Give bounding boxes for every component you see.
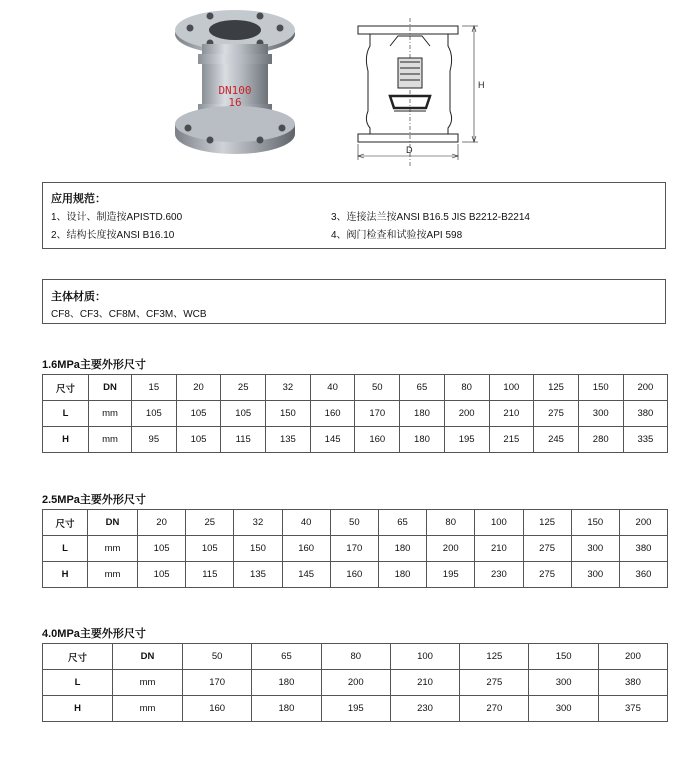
table-cell: 180 (400, 401, 445, 427)
table-cell: DN (89, 375, 132, 401)
table-cell: 105 (138, 536, 186, 562)
table-cell: 80 (427, 510, 475, 536)
table-cell: 125 (523, 510, 571, 536)
table-cell: 180 (378, 536, 426, 562)
table-cell: 215 (489, 427, 534, 453)
standard-item: 4、阀门检查和试验按API 598 (331, 230, 463, 241)
table-cell: 105 (221, 401, 266, 427)
table-cell: 360 (619, 562, 667, 588)
table-cell: 160 (282, 536, 330, 562)
table-cell: 245 (534, 427, 579, 453)
table-cell: 65 (378, 510, 426, 536)
table-cell: 160 (330, 562, 378, 588)
row-header-cell: 尺寸 (43, 375, 89, 401)
table-cell: 200 (444, 401, 489, 427)
table-cell: 180 (252, 696, 321, 722)
table-cell: 105 (132, 401, 177, 427)
standards-box (42, 182, 666, 249)
table-cell: 135 (234, 562, 282, 588)
table-cell: mm (88, 562, 138, 588)
table-cell: 15 (132, 375, 177, 401)
table-cell: mm (89, 401, 132, 427)
table-cell: 25 (186, 510, 234, 536)
table-cell: mm (113, 670, 183, 696)
table-cell: 150 (266, 401, 311, 427)
valve-label-pn: 16 (228, 96, 242, 109)
row-header-cell: 尺寸 (43, 510, 88, 536)
table-cell: 335 (623, 427, 668, 453)
row-header-cell: H (43, 562, 88, 588)
table-header-row (43, 644, 668, 670)
table-cell: 210 (489, 401, 534, 427)
materials-box (42, 279, 666, 324)
table-title-2-5mpa: 2.5MPa主要外形尺寸 (42, 494, 146, 506)
table-cell: 32 (234, 510, 282, 536)
table-cell: 25 (221, 375, 266, 401)
table-cell: 380 (619, 536, 667, 562)
table-cell: DN (88, 510, 138, 536)
table-cell: 150 (578, 375, 623, 401)
table-header-row (43, 510, 668, 536)
table-row (43, 696, 668, 722)
table-cell: mm (113, 696, 183, 722)
row-header-cell: L (43, 401, 89, 427)
table-cell: 160 (183, 696, 252, 722)
table-cell: 380 (598, 670, 667, 696)
table-row (43, 536, 668, 562)
table-cell: 105 (176, 401, 221, 427)
table-cell: 275 (460, 670, 529, 696)
table-cell: 180 (252, 670, 321, 696)
standard-item: 3、连接法兰按ANSI B16.5 JIS B2212-B2214 (331, 212, 530, 223)
table-cell: 200 (321, 670, 390, 696)
table-cell: 200 (619, 510, 667, 536)
table-cell: 180 (378, 562, 426, 588)
table-cell: 380 (623, 401, 668, 427)
table-cell: 275 (523, 562, 571, 588)
table-cell: 115 (221, 427, 266, 453)
table-cell: 40 (310, 375, 355, 401)
table-cell: 230 (390, 696, 459, 722)
row-header-cell: L (43, 536, 88, 562)
table-cell: 145 (282, 562, 330, 588)
table-cell: 100 (489, 375, 534, 401)
table-cell: 180 (400, 427, 445, 453)
table-header-row (43, 375, 668, 401)
table-cell: 115 (186, 562, 234, 588)
dimension-table-1-6mpa (42, 374, 668, 453)
table-cell: 300 (578, 401, 623, 427)
table-cell: 270 (460, 696, 529, 722)
standards-title: 应用规范： (51, 193, 106, 205)
table-row (43, 401, 668, 427)
valve-label-dn: DN100 (218, 84, 252, 97)
standard-item: 1、设计、制造按APISTD.600 (51, 212, 183, 223)
table-cell: 300 (529, 696, 598, 722)
table-cell: 200 (427, 536, 475, 562)
table-cell: 195 (444, 427, 489, 453)
dimension-table-2-5mpa (42, 509, 668, 588)
table-cell: 170 (330, 536, 378, 562)
table-cell: 170 (183, 670, 252, 696)
standard-item: 2、结构长度按ANSI B16.10 (51, 230, 175, 241)
table-cell: 105 (138, 562, 186, 588)
row-header-cell: L (43, 670, 113, 696)
table-cell: 280 (578, 427, 623, 453)
table-cell: mm (89, 427, 132, 453)
table-cell: 135 (266, 427, 311, 453)
table-cell: 145 (310, 427, 355, 453)
table-row (43, 427, 668, 453)
table-cell: 160 (355, 427, 400, 453)
row-header-cell: 尺寸 (43, 644, 113, 670)
table-cell: 230 (475, 562, 523, 588)
table-cell: 50 (330, 510, 378, 536)
table-cell: 150 (234, 536, 282, 562)
table-cell: 300 (529, 670, 598, 696)
table-cell: 105 (176, 427, 221, 453)
table-cell: 40 (282, 510, 330, 536)
table-cell: 300 (571, 536, 619, 562)
materials-title: 主体材质： (51, 291, 106, 303)
table-cell: 170 (355, 401, 400, 427)
table-cell: 65 (252, 644, 321, 670)
table-cell: 200 (623, 375, 668, 401)
table-cell: 105 (186, 536, 234, 562)
table-cell: 375 (598, 696, 667, 722)
row-header-cell: H (43, 427, 89, 453)
valve-section-drawing (350, 16, 488, 166)
table-cell: 300 (571, 562, 619, 588)
table-cell: 80 (444, 375, 489, 401)
h-dimension-label: H (478, 80, 485, 90)
table-cell: 20 (138, 510, 186, 536)
table-cell: 95 (132, 427, 177, 453)
table-cell: 195 (427, 562, 475, 588)
dimension-table-4-0mpa (42, 643, 668, 722)
table-cell: 275 (523, 536, 571, 562)
table-cell: 160 (310, 401, 355, 427)
table-cell: 125 (460, 644, 529, 670)
materials-list: CF8、CF3、CF8M、CF3M、WCB (51, 309, 207, 320)
table-cell: 80 (321, 644, 390, 670)
valve-photo (170, 6, 300, 158)
table-cell: 150 (529, 644, 598, 670)
table-cell: 100 (475, 510, 523, 536)
d-dimension-label: D (406, 145, 413, 155)
table-row (43, 562, 668, 588)
table-cell: 210 (475, 536, 523, 562)
table-row (43, 670, 668, 696)
row-header-cell: H (43, 696, 113, 722)
table-cell: 125 (534, 375, 579, 401)
table-cell: 150 (571, 510, 619, 536)
table-cell: 50 (183, 644, 252, 670)
table-cell: 275 (534, 401, 579, 427)
table-cell: mm (88, 536, 138, 562)
table-cell: 32 (266, 375, 311, 401)
table-cell: 210 (390, 670, 459, 696)
table-title-4-0mpa: 4.0MPa主要外形尺寸 (42, 628, 146, 640)
table-cell: 200 (598, 644, 667, 670)
table-cell: 195 (321, 696, 390, 722)
table-cell: 65 (400, 375, 445, 401)
table-cell: 100 (390, 644, 459, 670)
table-title-1-6mpa: 1.6MPa主要外形尺寸 (42, 359, 146, 371)
table-cell: 20 (176, 375, 221, 401)
table-cell: 50 (355, 375, 400, 401)
table-cell: DN (113, 644, 183, 670)
